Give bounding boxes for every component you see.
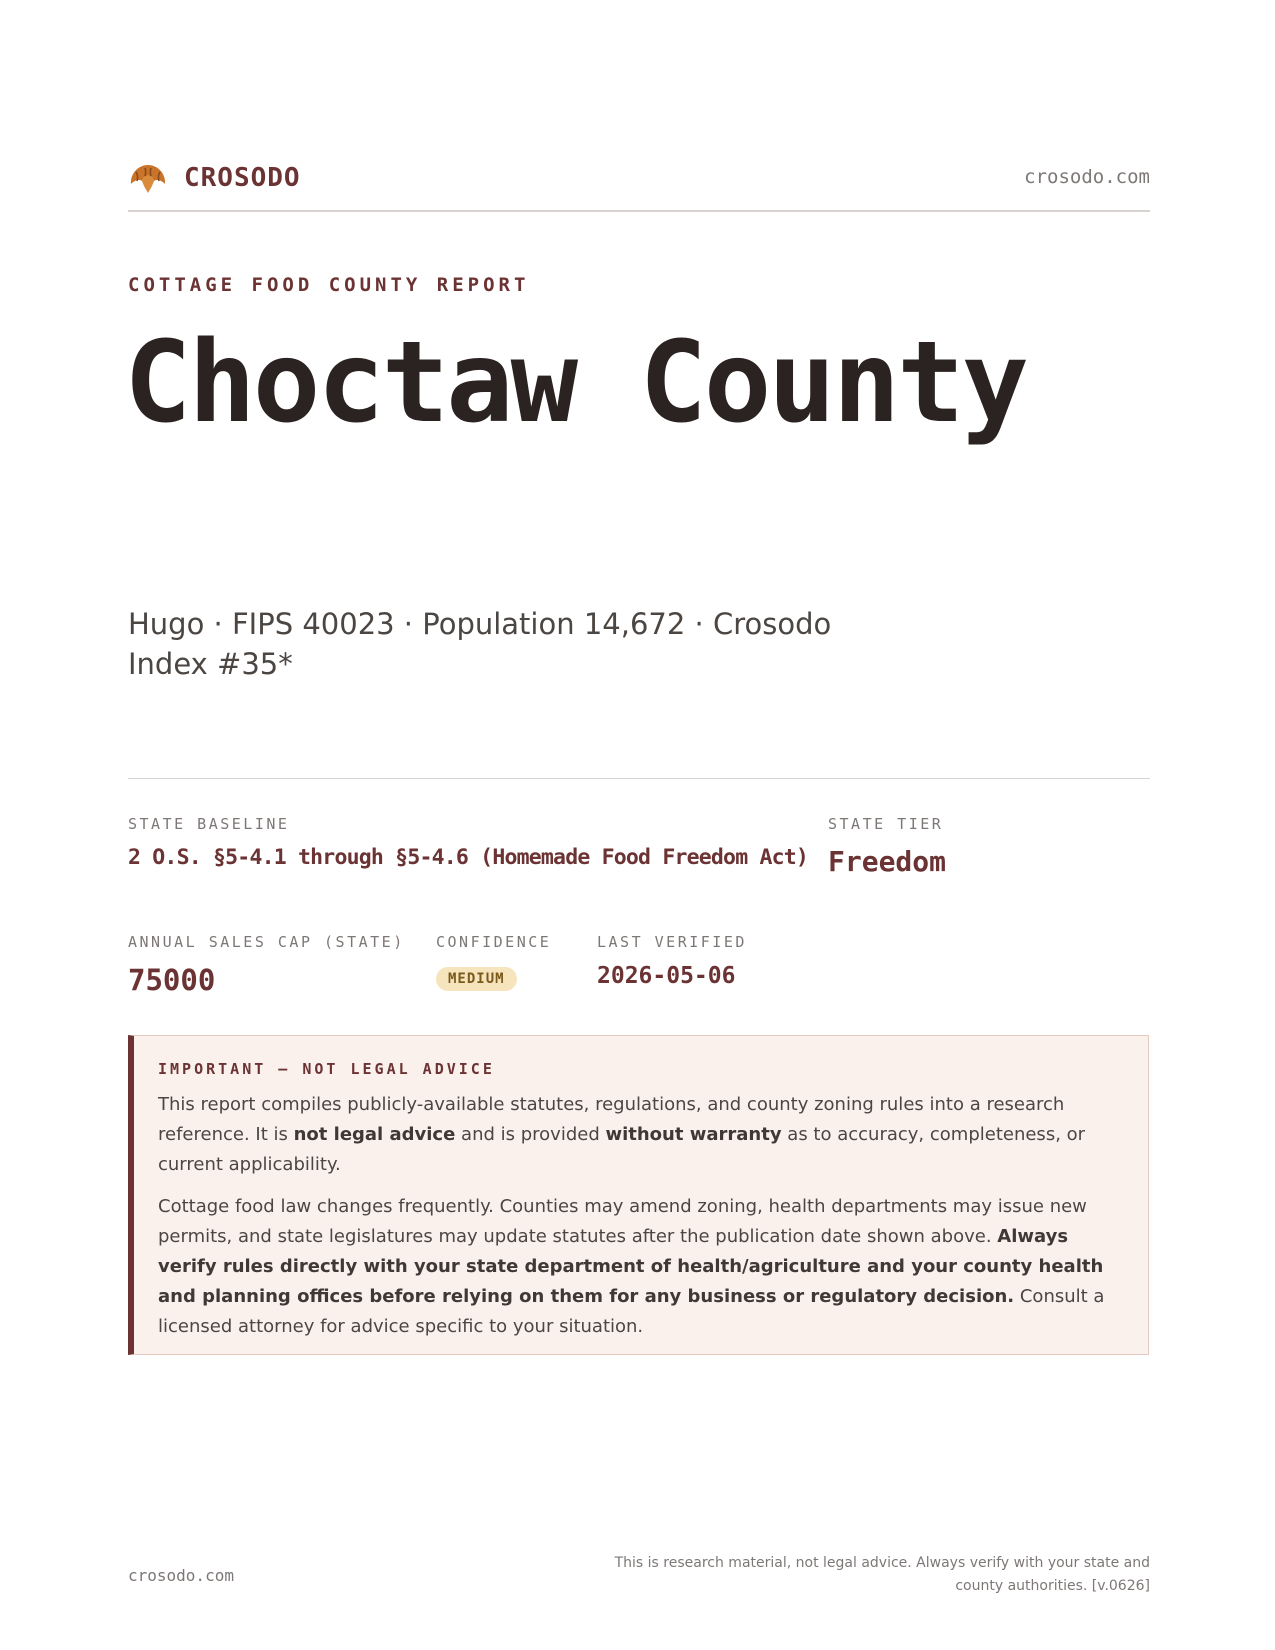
site-link[interactable]: crosodo.com bbox=[1024, 166, 1150, 188]
state-tier-field bbox=[828, 815, 946, 878]
state-baseline-field bbox=[128, 815, 808, 870]
notice-paragraph-1 bbox=[158, 1090, 1124, 1180]
state-tier-label: STATE TIER bbox=[828, 815, 944, 833]
brand[interactable] bbox=[128, 160, 301, 196]
last-verified-value: 2026-05-06 bbox=[597, 963, 736, 989]
notice-paragraph-2 bbox=[158, 1192, 1124, 1342]
notice-emphasis: without warranty bbox=[605, 1124, 782, 1145]
confidence-field bbox=[436, 933, 551, 991]
notice-emphasis: Always verify rules directly with your state department of health/agriculture and your county health and planning offices before relying on them for any business or regulatory decision. bbox=[158, 1226, 1104, 1307]
page-title: Choctaw County bbox=[124, 318, 1027, 448]
legal-notice bbox=[128, 1035, 1149, 1355]
page-header bbox=[128, 160, 1150, 212]
last-verified-field bbox=[597, 933, 747, 989]
report-subtitle: Hugo · FIPS 40023 · Population 14,672 · Crosodo Index #35* bbox=[128, 607, 832, 681]
report-eyebrow: COTTAGE FOOD COUNTY REPORT bbox=[128, 274, 530, 296]
report-page bbox=[124, 0, 1150, 1650]
sales-cap-value: 75000 bbox=[128, 963, 216, 997]
notice-text: and is provided bbox=[455, 1124, 606, 1145]
notice-title: IMPORTANT — NOT LEGAL ADVICE bbox=[158, 1060, 495, 1078]
footer-site-link[interactable]: crosodo.com bbox=[128, 1566, 234, 1585]
state-tier-value: Freedom bbox=[828, 845, 947, 878]
divider bbox=[128, 778, 1150, 779]
state-baseline-value: 2 O.S. §5-4.1 through §5-4.6 (Homemade Food Freedom Act) bbox=[128, 845, 809, 870]
notice-text: Cottage food law changes frequently. Counties may amend zoning, health departments may issue new permits, and state legislatures may update statutes after the publication date shown above. bbox=[158, 1196, 1087, 1247]
croissant-icon bbox=[128, 160, 168, 196]
notice-emphasis: not legal advice bbox=[293, 1124, 456, 1145]
confidence-label: CONFIDENCE bbox=[436, 933, 552, 951]
sales-cap-field bbox=[128, 933, 405, 997]
confidence-badge: MEDIUM bbox=[436, 967, 517, 991]
state-baseline-label: STATE BASELINE bbox=[128, 815, 290, 833]
notice-text: This report compiles publicly-available statutes, regulations, and county zoning rules into a research reference. It is bbox=[158, 1094, 1065, 1145]
sales-cap-label: ANNUAL SALES CAP (STATE) bbox=[128, 933, 405, 951]
footer-disclaimer: This is research material, not legal advice. Always verify with your state and county authorities. [v.0626] bbox=[614, 1555, 1150, 1594]
brand-name: CROSODO bbox=[184, 163, 301, 193]
last-verified-label: LAST VERIFIED bbox=[597, 933, 747, 951]
notice-text: Consult a licensed attorney for advice specific to your situation. bbox=[158, 1286, 1105, 1337]
notice-text: as to accuracy, completeness, or current applicability. bbox=[158, 1124, 1086, 1175]
